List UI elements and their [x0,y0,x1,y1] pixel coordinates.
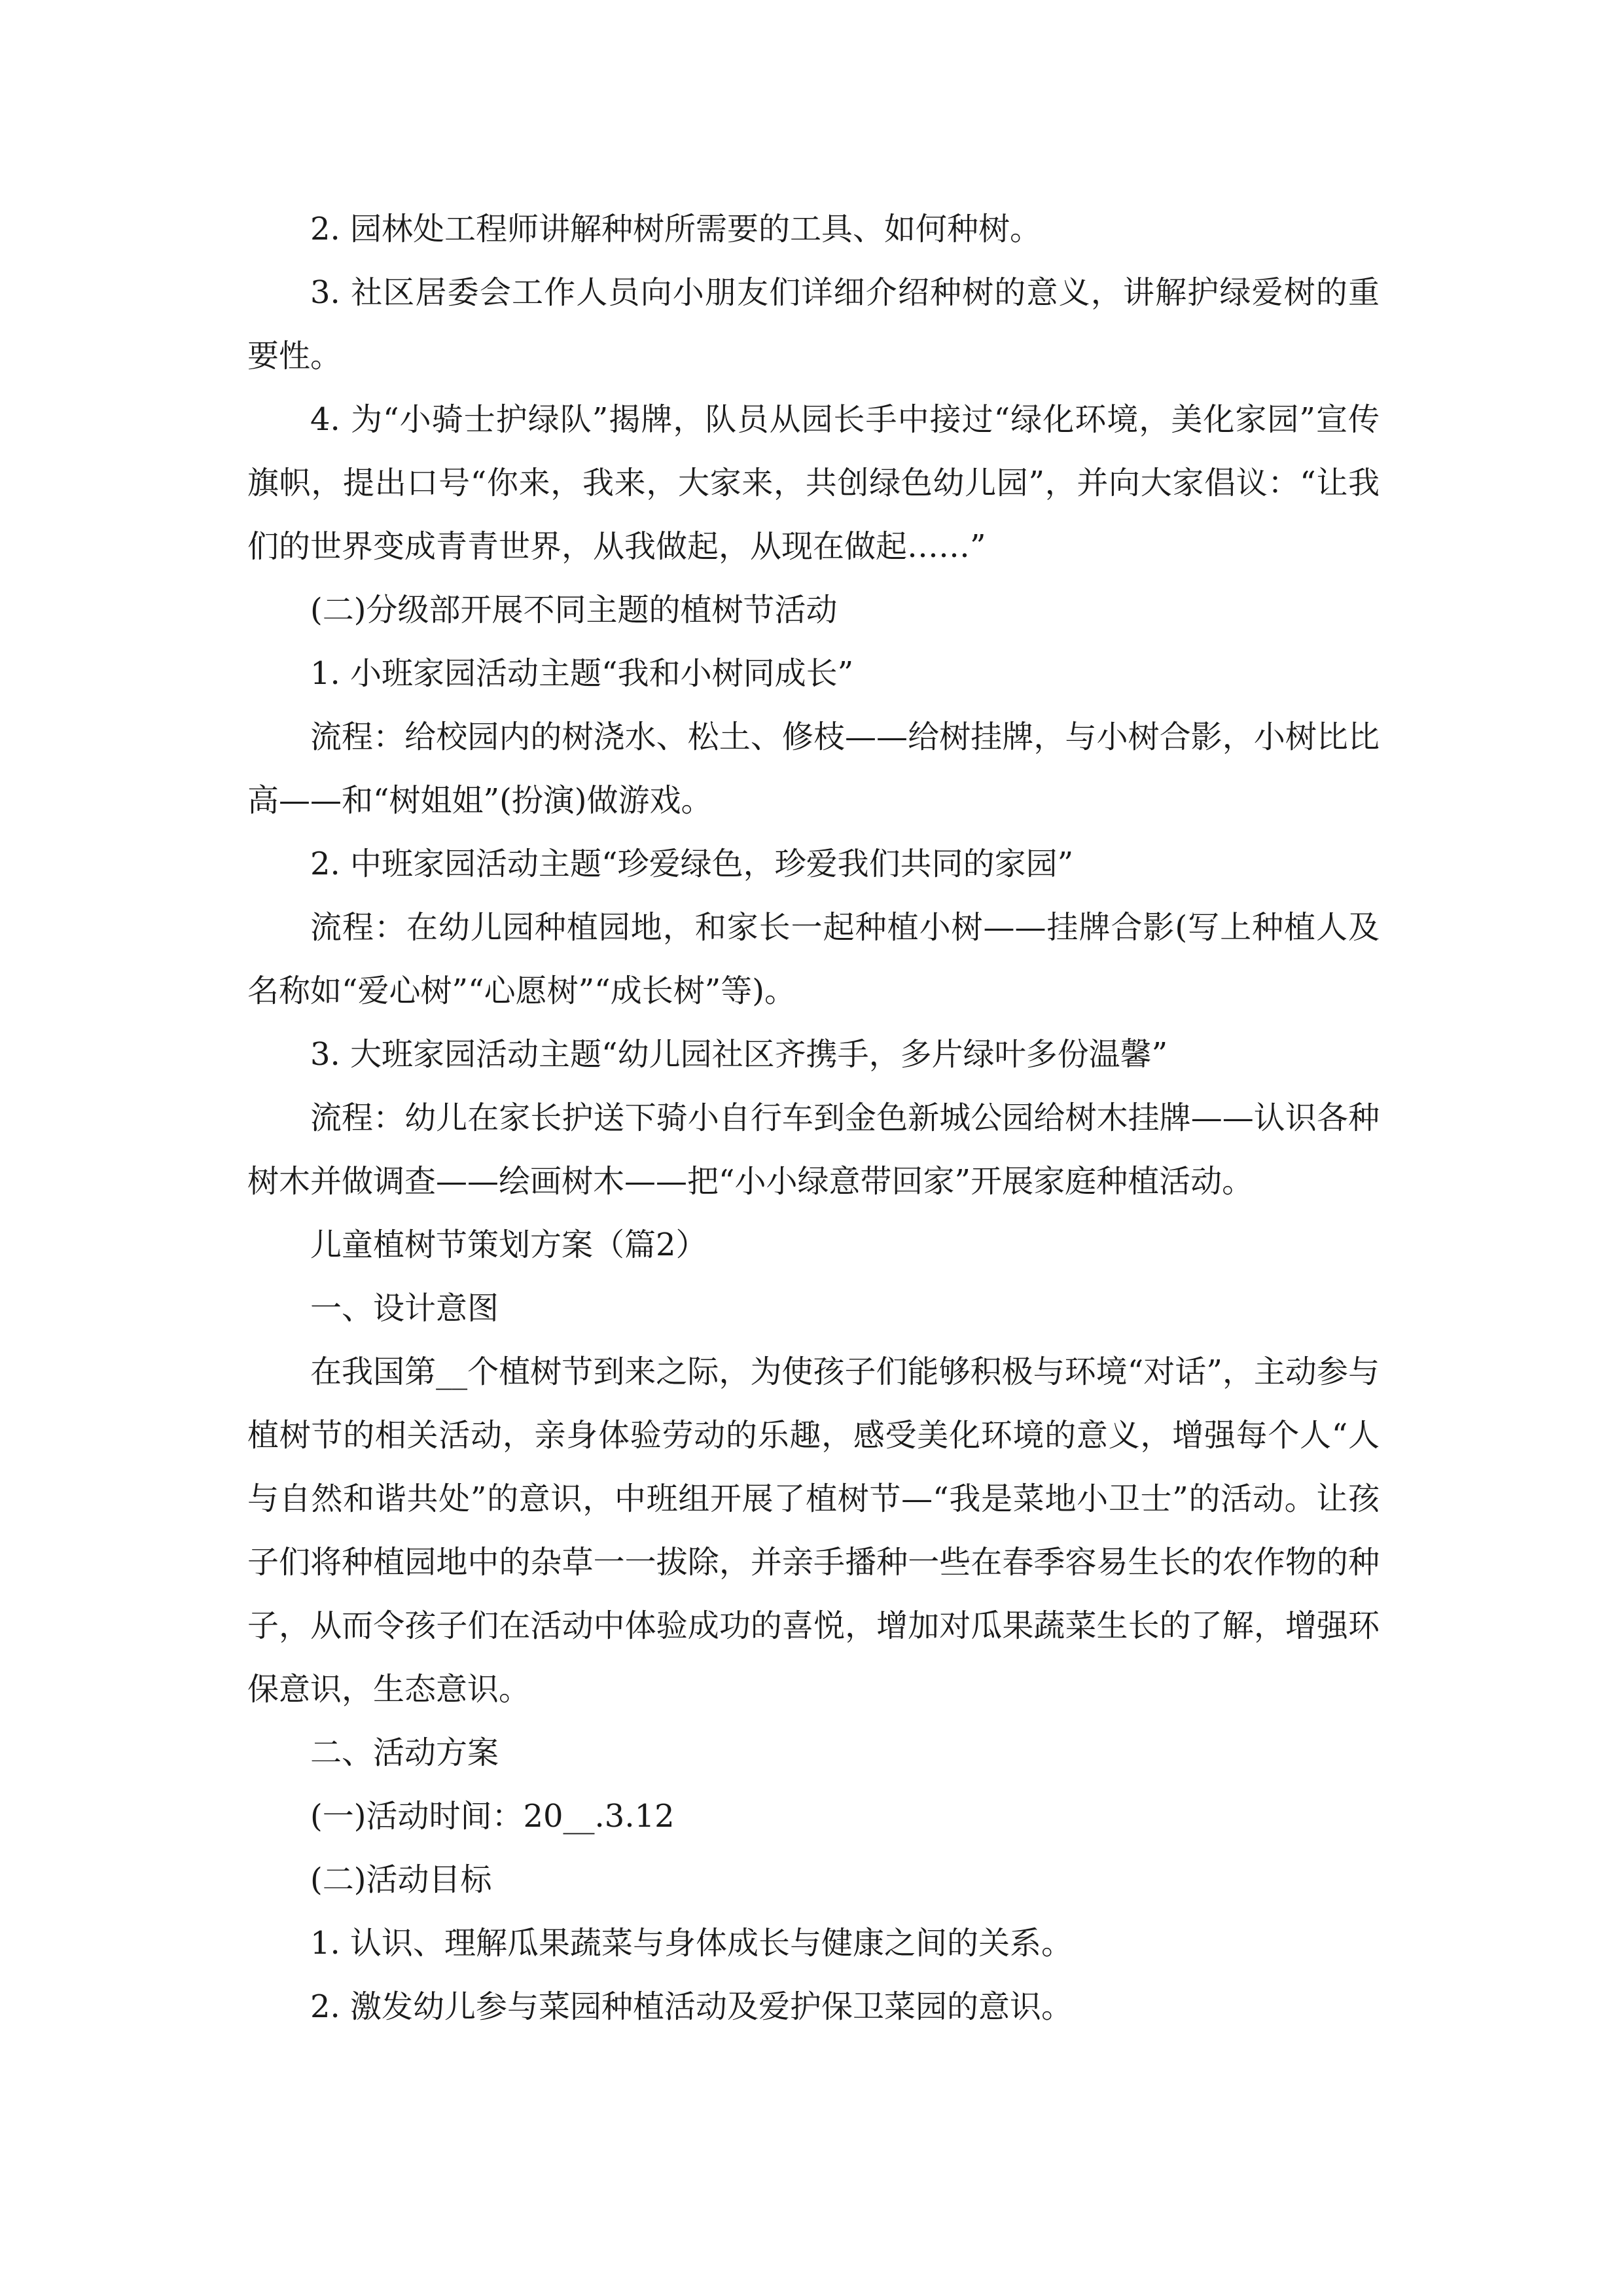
section-heading: 二、活动方案 [310,1734,499,1771]
paragraph-9: 3. 大班家园活动主题“幼儿园社区齐携手，多片绿叶多份温馨” [310,1036,1168,1073]
document-body [247,198,1380,2039]
document-title: 儿童植树节策划方案（篇2） [310,1227,707,1263]
paragraph-6: 流程：给校园内的树浇水、松土、修枝——给树挂牌，与小树合影，小树比比高——和“树姐姐”(扮演)做游戏。 [247,719,1380,819]
paragraph-7: 2. 中班家园活动主题“珍爱绿色，珍爱我们共同的家园” [310,846,1074,882]
paragraph-13: 在我国第__个植树节到来之际，为使孩子们能够积极与环境“对话”，主动参与植树节的相关活动，亲身体验劳动的乐趣，感受美化环境的意义，增强每个人“人与自然和谐共处”的意识，中班组开展了植树节—“我是菜地小卫士”的活动。让孩子们将种植园地中的杂草一一拔除，并亲手播种一些在春季容易生长的农作物的种子，从而令孩子们在活动中体验成功的喜悦，增加对瓜果蔬菜生长的了解，增强环保意识，生态意识。 [247,1354,1380,1708]
paragraph-2: 3. 社区居委会工作人员向小朋友们详细介绍种树的意义，讲解护绿爱树的重要性。 [247,274,1380,374]
paragraph-16: (二)活动目标 [310,1861,492,1898]
paragraph-17: 1. 认识、理解瓜果蔬菜与身体成长与健康之间的关系。 [310,1925,1073,1962]
paragraph-1: 2. 园林处工程师讲解种树所需要的工具、如何种树。 [310,211,1042,247]
paragraph-15: (一)活动时间：20__.3.12 [310,1798,675,1835]
paragraph-5: 1. 小班家园活动主题“我和小树同成长” [310,655,854,692]
paragraph-18: 2. 激发幼儿参与菜园种植活动及爱护保卫菜园的意识。 [310,1988,1073,2025]
section-heading: (二)分级部开展不同主题的植树节活动 [310,592,838,628]
paragraph-3: 4. 为“小骑士护绿队”揭牌，队员从园长手中接过“绿化环境，美化家园”宣传旗帜，提出口号“你来，我来，大家来，共创绿色幼儿园”，并向大家倡议：“让我们的世界变成青青世界，从我做起，从现在做起……” [247,401,1380,565]
section-heading: 一、设计意图 [310,1290,499,1327]
paragraph-8: 流程：在幼儿园种植园地，和家长一起种植小树——挂牌合影(写上种植人及名称如“爱心树”“心愿树”“成长树”等)。 [247,909,1380,1009]
paragraph-10: 流程：幼儿在家长护送下骑小自行车到金色新城公园给树木挂牌——认识各种树木并做调查——绘画树木——把“小小绿意带回家”开展家庭种植活动。 [247,1100,1380,1200]
